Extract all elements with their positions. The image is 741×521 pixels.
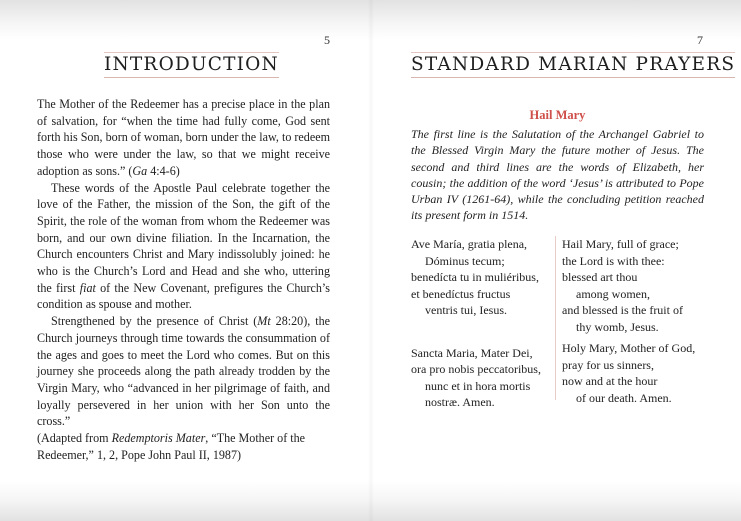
english-line: of our death. Amen. (576, 390, 672, 405)
latin-line: nostræ. Amen. (425, 395, 495, 409)
page-number-left: 5 (324, 33, 330, 47)
chapter-title-marian-prayers: STANDARD MARIAN PRAYERS (411, 52, 735, 78)
latin-line: Ave María, gratia plena, (411, 237, 528, 251)
latin-line: et benedíctus fructus (411, 286, 511, 301)
book-gutter (368, 0, 374, 521)
source-citation: (Adapted from Redemptoris Mater, “The Mother of the Redeemer,” 1, 2, Pope John Paul II, 1987) (37, 431, 306, 462)
english-line: pray for us sinners, (562, 357, 654, 372)
latin-line: ora pro nobis peccatoribus, (411, 362, 541, 376)
latin-column (411, 236, 551, 416)
page-number-right: 7 (697, 33, 703, 47)
scripture-ref: Mt (257, 314, 271, 329)
english-stanza-2 (562, 340, 712, 406)
latin-line: Dóminus tecum; (425, 253, 505, 268)
emphasis-fiat: fiat (79, 280, 96, 295)
paragraph-2: These words of the Apostle Paul celebrate together the love of the Father, the mission of the Son, the gift of the Spirit, the role of the woman from whom the Redeemer was born, and our own divine filiation. In the Incarnation, the Church encounters Christ and Mary indissolubly joined: he who is the Church’s Lord and Head and she who, uttering the first fiat of the New Covenant, prefigures the Church’s condition as spouse and mother. (37, 180, 330, 312)
stanza-spacer (411, 324, 551, 345)
latin-line: benedícta tu in muliéribus, (411, 270, 539, 284)
english-line: among women, (576, 286, 650, 301)
chapter-title-introduction: INTRODUCTION (104, 52, 279, 78)
latin-line: Sancta Maria, Mater Dei, (411, 345, 533, 360)
english-line: now and at the hour (562, 374, 658, 388)
prayer-historical-note: The first line is the Salutation of the Archangel Gabriel to the Blessed Virgin Mary the future mother of Jesus. The second and third lines are the words of Elizabeth, her cousin; the addition of the word ‘Jesus’ is attributed to Pope Urban IV (1261-64), while the concluding petition reached its present form in 1514. (411, 127, 704, 223)
document-title: Redemptoris Mater (111, 431, 206, 446)
paragraph-3: Strengthened by the presence of Christ (Mt 28:20), the Church journeys through time towards the consummation of the ages and goes to meet the Lord who comes. But on this journey she proceeds along the path already trodden by the Virgin Mary, who “advanced in her pilgrimage of faith, and loyally persevered in her union with her Son unto the cross.” (37, 314, 330, 429)
prayer-title-hail-mary: Hail Mary (529, 108, 586, 122)
latin-line: ventris tui, Iesus. (425, 303, 507, 317)
english-line: Hail Mary, full of grace; (562, 237, 679, 251)
english-stanza-1 (562, 236, 712, 335)
latin-line: nunc et in hora mortis (425, 378, 531, 393)
english-line: thy womb, Jesus. (576, 319, 659, 334)
english-line: the Lord is with thee: (562, 253, 665, 268)
latin-stanza-2 (411, 345, 551, 411)
english-line: blessed art thou (562, 270, 638, 284)
english-line: Holy Mary, Mother of God, (562, 341, 696, 355)
introduction-body (37, 96, 330, 463)
latin-stanza-1 (411, 236, 551, 319)
paragraph-1: The Mother of the Redeemer has a precise place in the plan of salvation, for “when the time had fully come, God sent forth his Son, born of woman, born under the law, to redeem those who were under the law, so that we might receive adoption as sons.” (Ga 4:4-6) (37, 97, 330, 178)
english-line: and blessed is the fruit of (562, 303, 683, 317)
column-divider (555, 236, 556, 400)
scripture-ref: Ga (132, 163, 148, 178)
english-column (562, 236, 712, 411)
